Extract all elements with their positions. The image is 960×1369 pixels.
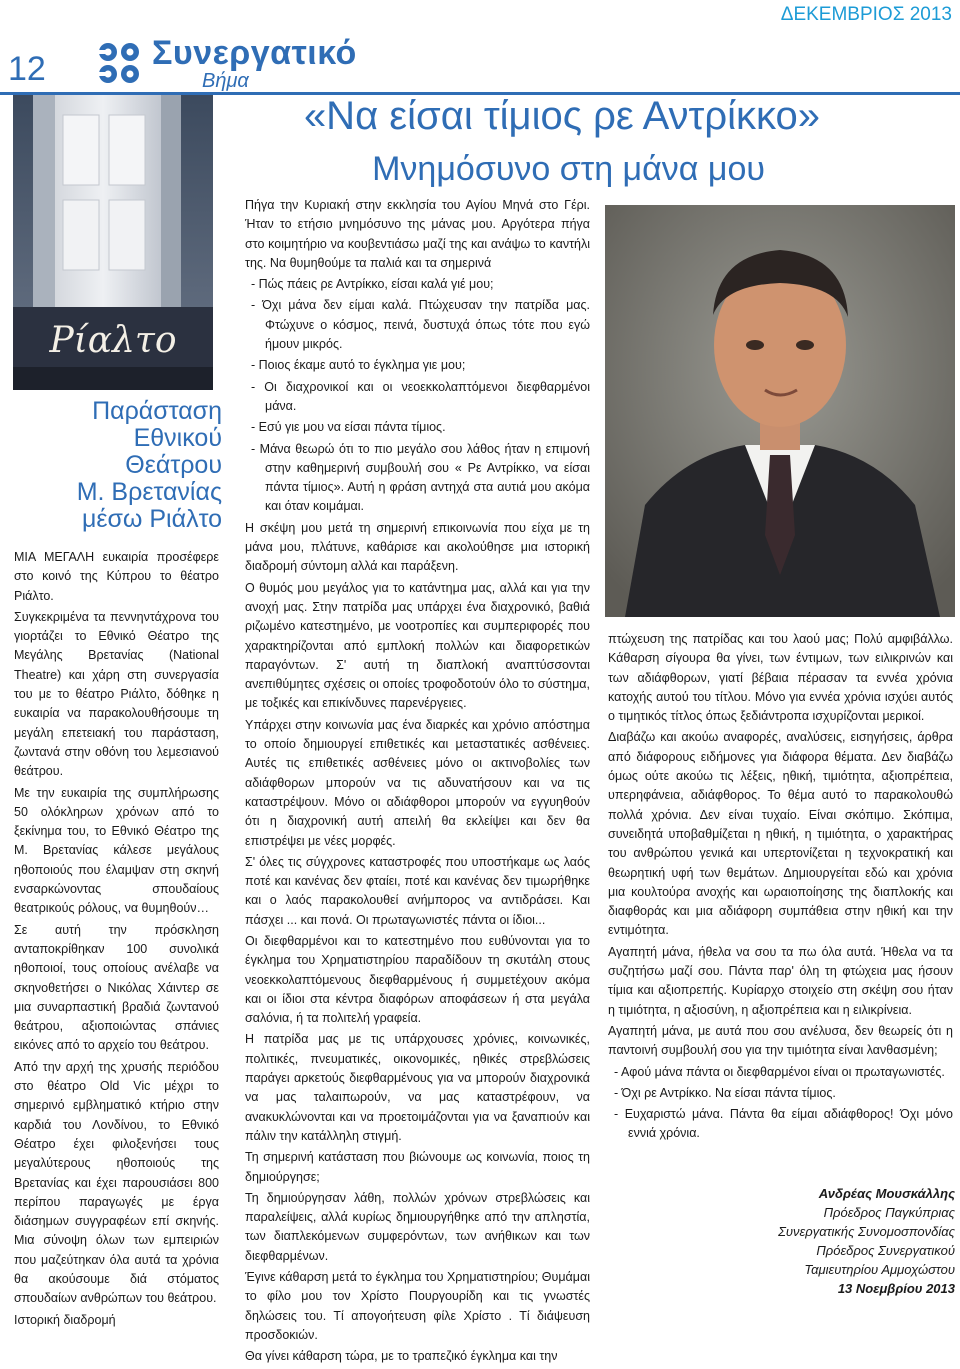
brand-subtitle: Βήμα — [202, 70, 249, 92]
author-role: Πρόεδρος Συνεργατικού — [816, 1243, 955, 1258]
portrait-photo — [605, 205, 955, 617]
article-paragraph: Η πατρίδα μας με τις υπάρχουσες χρόνιες, κοινωνικές, πολιτικές, πνευματικές, οικονομικές, ηθικές στρεβλώσεις παράγει αρκετούς διεφθαρμένους για να μπορούν διαχρονικά να μας ταλαιπωρούν, να μας καταστρέφουν, να ανακυκλώνονται και να προετοιμάζονται για να ξαναπιούν και πάλιν την κατάλληλη στιγμή. — [245, 1032, 590, 1143]
article-subtitle: Μνημόσυνο στη μάνα μου — [372, 150, 765, 188]
dialogue-line: - Εσύ γιε μου να είσαι πάντα τίμιος. — [251, 420, 446, 435]
article-paragraph: Αγαπητή μάνα, ήθελα να σου τα πω όλα αυτά. Ήθελα να τα συζητήσω μαζί σου. Πάντα παρ' όλη τη φτώχεια μας ήσουν τίμια και αξιοπρεπής. Κυρίαρχο στοιχείο στη σκέψη σου ήταν η τιμιότητα, η αξιοσύνη, η αξιοπρέπεια και η ειλικρίνεια. — [608, 944, 953, 1017]
sidebar-title-line: Παράσταση Εθνικού — [92, 397, 222, 452]
sidebar-title-line: Μ. Βρετανίας — [76, 478, 222, 506]
signature-date: 13 Νοεμβρίου 2013 — [837, 1281, 955, 1296]
brand-title: Συνεργατικό — [152, 34, 357, 72]
article-title: «Να είσαι τίμιος ρε Αντρίκκο» — [303, 94, 820, 138]
article-paragraph: Οι διεφθαρμένοι και το κατεστημένο που ευθύνονται για το έγκλημα του Χρηματιστηρίου παραδίδουν τη σκυτάλη στους νεοεκκολαπτόμενους διεφθαρμένους ή συμμετέχουν ακόμα και οι ίδιοι στα κέντρα διαφόρων αποφάσεων ή στα μεγάλα σαλόνια, ή τα πολιτελή γραφεία. — [245, 933, 590, 1026]
page-number: 12 — [8, 50, 46, 88]
dialogue-line: - Όχι μάνα δεν είμαι καλά. Πτώχευσαν την πατρίδα μας. Φτώχυνε ο κόσμος, πεινά, δυστυχά όπως τότε που εγώ ήμουν μικρός. — [251, 298, 590, 352]
issue-date: ΔΕΚΕΜΒΡΙΟΣ 2013 — [780, 4, 952, 25]
dialogue-line: - Ευχαριστώ μάνα. Πάντα θα είμαι αδιάφθορος! Όχι μόνο εννιά χρόνια. — [614, 1107, 953, 1141]
dialogue-line: - Πώς πάεις ρε Αντρίκκο, είσαι καλά γιέ μου; — [251, 277, 494, 292]
article-paragraph: Αγαπητή μάνα, με αυτά που σου ανέλυσα, δεν θεωρείς ότι η παντοινή συμβουλή σου για την τιμιότητα είναι λανθασμένη; — [608, 1023, 953, 1058]
sidebar-paragraph: Με την ευκαιρία της συμπλήρωσης 50 ολόκληρων χρόνων από το ξεκίνημα του, το Εθνικό Θέατρο της Μ. Βρετανίας κάλεσε μεγάλους ηθοποιούς που έλαμψαν στη σκηνή ενσαρκώνοντας σπουδαίους θεατρικούς ρόλους, να θυμηθούν… — [14, 785, 219, 916]
article-paragraph: Τη σημερινή κατάσταση που βιώνουμε ως κοινωνία, ποιος τη δημιούργησε; — [245, 1150, 590, 1184]
article-paragraph: Ο θυμός μου μεγάλος για το κατάντημα μας, αλλά και για την ανοχή μας. Στην πατρίδα μας υπάρχει ένα διαχρονικό, βαθιά ριζωμένο κατεστημένο, με νοοτροπίες και συμπεριφορές που χαρακτηρίζονται από εμπλοκή πολλών και διαφορετικών παραγόντων. Σ' αυτή τη διαπλοκή αναπτύσσονται ανεπιθύμητες σχέσεις οι οποίες τροφοδοτούν όλο το σύστημα, με τοξικές και επικίνδυνες παρενέργειες. — [245, 580, 590, 711]
theatre-building-photo — [13, 95, 213, 390]
sidebar-paragraph: Ιστορική διαδρομή — [14, 1312, 116, 1327]
article-paragraph: Διαβάζω και ακούω αναφορές, αναλύσεις, εισηγήσεις, άρθρα από διάφορους ειδήμονες για διάφορα θέματα. Δεν διαβάζω όμως ούτε ακούω τις λέξεις, ηθική, τιμιότητα, αξιοπρέπεια, υπερηφάνεια, αδιάφθορος. Το θέμα αυτό το παρακολουθώ πολλά χρόνια. Δεν είναι τυχαίο. Είναι σκόπιμο. Σκόπιμα, συνειδητά υποβαθμίζεται η ηθική, η τιμιότητα, ο χαρακτήρας του ανθρώπου γενικά και υπερτονίζεται η τεχνοκρατική και θεωρητική υφή των θεμάτων. Δημιουργείται εδώ και χρόνια μια κουλτούρα ανοχής και ωραιοποίησης της διαπλοκής και διαφθοράς και μια αδιάφορη συμπάθεια στην ηθική και την εντιμότητα. — [608, 730, 953, 938]
sign-text: Ρίαλτο — [49, 320, 177, 361]
dialogue-line: - Μάνα θεωρώ ότι το πιο μεγάλο σου λάθος ήταν η επιμονή στην καθημερινή συμβουλή σου « Ρε Αντρίκκο, να είσαι πάντα τίμιος». Αυτή η φράση αντηχά στα αυτιά μου ακόμα και όταν κοιμάμαι. — [251, 441, 590, 514]
article-paragraph: Η σκέψη μου μετά τη σημερινή επικοινωνία που είχα με τη μάνα μου, πλάτυνε, καθάρισε και ακολούθησε μια ιστορική διαδρομή σύντομη αλλά και παράξενη. — [245, 520, 590, 574]
sidebar-paragraph: Σε αυτή την πρόσκληση ανταποκρίθηκαν 100 συνολικά ηθοποιοί, τους οποίους ανέλαβε να σκηνοθετήσει ο Νικόλας Χάιντερ σε μια συναρπαστική βραδιά ζωντανού θεάτρου, αξιοποιώντας σπάνιες εικόνες από το αρχείο του θεάτρου. — [14, 922, 219, 1053]
article-paragraph: Πήγα την Κυριακή στην εκκλησία του Αγίου Μηνά στο Γέρι. Ήταν το ετήσιο μνημόσυνο της μάνας μου. Αργότερα πήγα στο κοιμητήριο να κουβεντιάσω μαζί της και ανάψω το καντήλι της. Να θυμηθούμε τα παλιά και τα σημερινά — [245, 198, 590, 270]
article-paragraph: Υπάρχει στην κοινωνία μας ένα διαρκές και χρόνιο απόστημα το οποίο δημιουργεί επιθετικές και μεταστατικές ασθένειες. Αυτές τις επιθετικές ασθένειες μόνο οι ακτινοβολίες των αδιάφθορων μπορούν να τις αδυνατήσουν και να τις καταστρέψουν. Μόνο οι αδιάφθοροι μπορούν να εγγυηθούν ότι η διαχρονική αυτή απειλή θα εκλείψει και δεν θα επιστρέψει με νέες μορφές. — [245, 717, 590, 848]
author-signature — [720, 1184, 955, 1298]
sidebar-paragraph: Συγκεκριμένα τα πεννηντάχρονα του γιορτάζει το Εθνικό Θέατρο της Μεγάλης Βρετανίας (National Theatre) και χάρη στη συνεργασία του με το θέατρο Ριάλτο, δόθηκε η ευκαιρία να παρακολουθήσουμε τη μεγάλη επετειακή του παράσταση, ζωντανά στην οθόνη του λεμεσιανού θεάτρου. — [14, 609, 219, 779]
dialogue-line: - Ποιος έκαμε αυτό το έγκλημα γιε μου; — [251, 358, 466, 373]
author-role: Πρόεδρος Παγκύπριας — [823, 1205, 955, 1220]
article-paragraph: Έγινε κάθαρση μετά το έγκλημα του Χρηματιστηρίου; Θυμάμαι το φίλο μου τον Χρίστο Πουργουρίδη και τις γνωστές δηλώσεις του. Τί απογοήτευση φίλε Χρίστο . Τί διάψευση προσδοκιών. — [245, 1270, 590, 1342]
article-right-column — [608, 630, 953, 1146]
article-middle-column — [245, 196, 590, 1369]
sidebar-body — [14, 548, 219, 1332]
author-name: Ανδρέας Μουσκάλλης — [818, 1186, 955, 1201]
sidebar-paragraph: ΜΙΑ ΜΕΓΑΛΗ ευκαιρία προσέφερε στο κοινό της Κύπρου το θέατρο Ριάλτο. — [14, 550, 219, 603]
sidebar-paragraph: Από την αρχή της χρυσής περιόδου στο θέατρο Old Vic μέχρι το σημερινό εμβληματικό κτήριο στην καρδιά του Λονδίνου, το Εθνικό Θέατρο έχει φιλοξενήσει τους μεγαλύτερους ηθοποιούς της Βρετανίας και έχει παρουσιάσει 800 περίπου παραγωγές με έργα διάσημων συγγραφέων επί σκηνής. Μια σύνοψη όλων των εμπειριών που μαζεύτηκαν όλα αυτά τα χρόνια θα ακούσουμε διά στόματος σπουδαίων ανθρώπων του θεάτρου. — [14, 1059, 219, 1306]
article-paragraph: Θα γίνει κάθαρση τώρα, με το τραπεζικό έγκλημα και την — [245, 1349, 558, 1364]
author-role: Συνεργατικής Συνομοσπονδίας — [778, 1224, 955, 1239]
article-paragraph: Σ' όλες τις σύγχρονες καταστροφές που υποστήκαμε ως λαός ποτέ και κανένας δεν φταίει, ποτέ και κανένας δεν τιμωρήθηκε και ο λαός παρακολουθεί ανήμπορος να αντιδράσει. Και πάσχει ... και πονά. Οι πρωταγωνιστές πάντα οι ίδιοι... — [245, 854, 590, 927]
dialogue-line: - Αφού μάνα πάντα οι διεφθαρμένοι είναι οι πρωταγωνιστές. — [614, 1064, 945, 1079]
sidebar-title — [10, 398, 222, 533]
article-paragraph: πτώχευση της πατρίδας και του λαού μας; Πολύ αμφιβάλλω. Κάθαρση σίγουρα θα γίνει, των έντιμων, των ειλικρινών και των αδιάφθορων, γιατί βέβαια πέρασαν τα εννέα χρόνια κατοχής αυτού του τίτλου. Μόνο για εννέα χρόνια ισχύει αυτός ο τιμητικός τίτλος όπως ξεδιάντροπα ισχυρίζονται μερικοί. — [608, 632, 953, 724]
author-role: Ταμιευτηρίου Αμμοχώστου — [804, 1262, 955, 1277]
article-paragraph: Τη δημιούργησαν λάθη, πολλών χρόνων στρεβλώσεις και παραλείψεις, αλλά κυρίως δημιουργήθηκε από την απληστία, των διαπλεκόμενων συμφερόντων, των ανήθικων και των διεφθαρμένων. — [245, 1190, 590, 1263]
sidebar-title-line: μέσω Ριάλτο — [81, 505, 222, 533]
dialogue-line: - Οι διαχρονικοί και οι νεοεκκολαπτόμενοι διεφθαρμένοι μάνα. — [251, 379, 590, 413]
sidebar-title-line: Θεάτρου — [125, 451, 222, 479]
dialogue-line: - Όχι ρε Αντρίκκο. Να είσαι πάντα τίμιος. — [614, 1085, 836, 1100]
